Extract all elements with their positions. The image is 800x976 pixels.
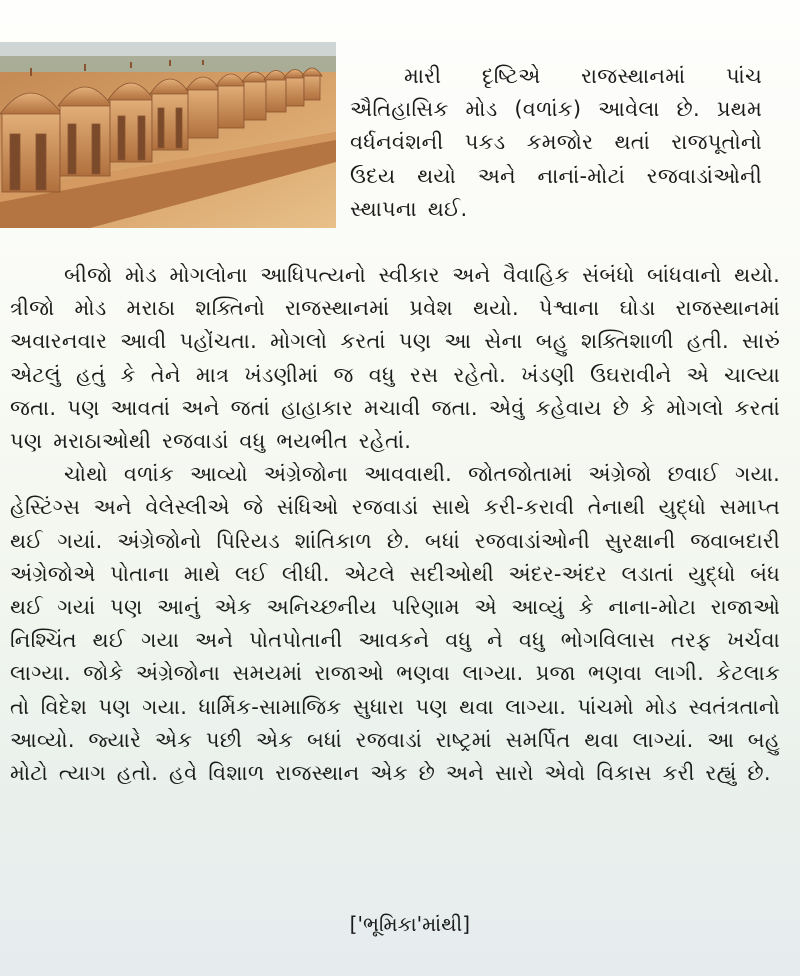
body-text [10, 259, 780, 790]
intro-paragraph-block [350, 60, 762, 226]
source-citation: ['ભૂમિકા'માંથી] [349, 912, 470, 936]
paragraph-2: બીજો મોડ મોગલોના આધિપત્યનો સ્વીકાર અને વૈવાહિક સંબંધો બાંધવાનો થયો. ત્રીજો મોડ મરાઠા શક્તિનો રાજસ્થાનમાં પ્રવેશ થયો. પેશ્વાના ઘોડા રાજસ્થાનમાં અવારનવાર આવી પહોંચતા. મોગલો કરતાં પણ આ સેના બહુ શક્તિશાળી હતી. સારું એટલું હતું કે તેને માત્ર ખંડણીમાં જ વધુ રસ રહેતો. ખંડણી ઉઘરાવીને એ ચાલ્યા જતા. પણ આવતાં અને જતાં હાહાકાર મચાવી જતા. એવું કહેવાય છે કે મોગલો કરતાં પણ મરાઠાઓથી રજવાડાં વધુ ભયભીત રહેતાં. [10, 263, 780, 454]
intro-paragraph: મારી દૃષ્ટિએ રાજસ્થાનમાં પાંચ ઐતિહાસિક મોડ (વળાંક) આવેલા છે. પ્રથમ વર્ધનવંશની પકડ કમજોર થતાં રાજપૂતોનો ઉદય થયો અને નાનાં-મોટાં રજવાડાંઓની સ્થાપના થઈ. [350, 64, 762, 221]
chhatris-photo [0, 42, 336, 228]
paragraph-3: ચોથો વળાંક આવ્યો અંગ્રેજોના આવવાથી. જોતજોતામાં અંગ્રેજો છવાઈ ગયા. હેસ્ટિંગ્સ અને વેલેસ્લીએ જે સંધિઓ રજવાડાં સાથે કરી-કરાવી તેનાથી યુદ્ધો સમાપ્ત થઈ ગયાં. અંગ્રેજોનો પિરિયડ શાંતિકાળ છે. બધાં રજવાડાંઓની સુરક્ષાની જવાબદારી અંગ્રેજોએ પોતાના માથે લઈ લીધી. એટલે સદીઓથી અંદર-અંદર લડાતાં યુદ્ધો બંધ થઈ ગયાં પણ આનું એક અનિચ્છનીય પરિણામ એ આવ્યું કે નાના-મોટા રાજાઓ નિશ્ચિંત થઈ ગયા અને પોતપોતાની આવકને વધુ ને વધુ ભોગવિલાસ તરફ ખર્ચવા લાગ્યા. જોકે અંગ્રેજોના સમયમાં રાજાઓ ભણવા લાગ્યા. પ્રજા ભણવા લાગી. કેટલાક તો વિદેશ પણ ગયા. ધાર્મિક-સામાજિક સુધારા પણ થવા લાગ્યા. પાંચમો મોડ સ્વતંત્રતાનો આવ્યો. જ્યારે એક પછી એક બધાં રજવાડાં રાષ્ટ્રમાં સમર્પિત થવા લાગ્યાં. આ બહુ મોટો ત્યાગ હતો. હવે વિશાળ રાજસ્થાન એક છે અને સારો એવો વિકાસ કરી રહ્યું છે. [10, 462, 780, 786]
